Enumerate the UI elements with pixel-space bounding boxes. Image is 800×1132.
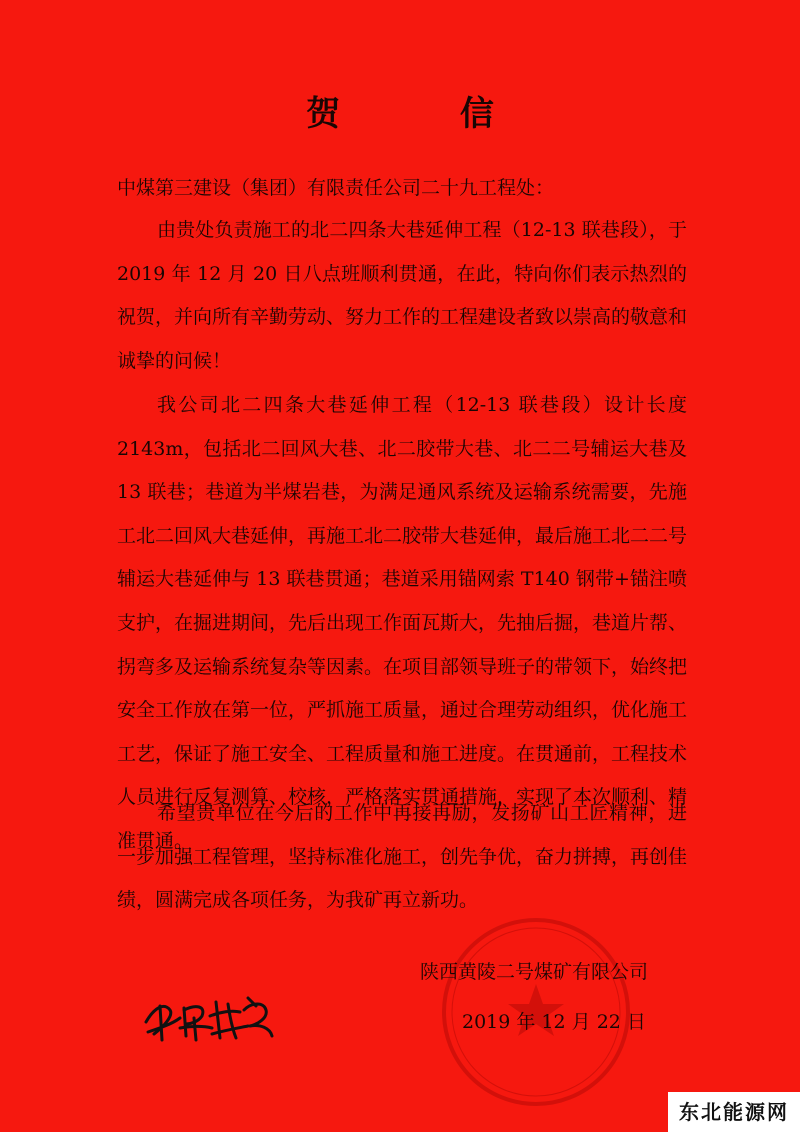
paragraph-congratulation: 由贵处负责施工的北二四条大巷延伸工程（12-13 联巷段），于 2019 年 12 月 20 日八点班顺利贯通，在此，特向你们表示热烈的祝贺，并向所有辛勤劳动、努力工作的工程建设者致以崇高的敬意和诚挚的问候！ xyxy=(117,219,688,372)
salutation: 中煤第三建设（集团）有限责任公司二十九工程处： xyxy=(117,177,555,199)
letter-title: 贺 信 xyxy=(306,94,548,134)
site-watermark: 东北能源网 xyxy=(668,1092,800,1132)
paragraph-project-details: 我公司北二四条大巷延伸工程（12-13 联巷段）设计长度 2143m，包括北二回风大巷、北二胶带大巷、北二二号辅运大巷及 13 联巷；巷道为半煤岩巷，为满足通风系统及运输系统需要，先施工北二回风大巷延伸，再施工北二胶带大巷延伸，最后施工北二二号辅运大巷延伸与 13 联巷贯通；巷道采用锚网索 T140 钢带+锚注喷支护，在掘进期间，先后出现工作面瓦斯大，先抽后掘，巷道片帮、拐弯多及运输系统复杂等因素。在项目部领导班子的带领下，始终把安全工作放在第一位，严抓施工质量，通过合理劳动组织，优化施工工艺，保证了施工安全、工程质量和施工进度。在贯通前，工程技术人员进行反复测算、校核，严格落实贯通措施，实现了本次顺利、精准贯通。 xyxy=(117,394,688,852)
handwritten-signature xyxy=(140,988,280,1048)
letter-date: 2019 年 12 月 22 日 xyxy=(462,1011,646,1033)
sender-company: 陕西黄陵二号煤矿有限公司 xyxy=(420,961,649,983)
paragraph-wishes: 希望贵单位在今后的工作中再接再励，发扬矿山工匠精神，进一步加强工程管理，坚持标准化施工，创先争优，奋力拼搏，再创佳绩，圆满完成各项任务，为我矿再立新功。 xyxy=(117,802,688,912)
